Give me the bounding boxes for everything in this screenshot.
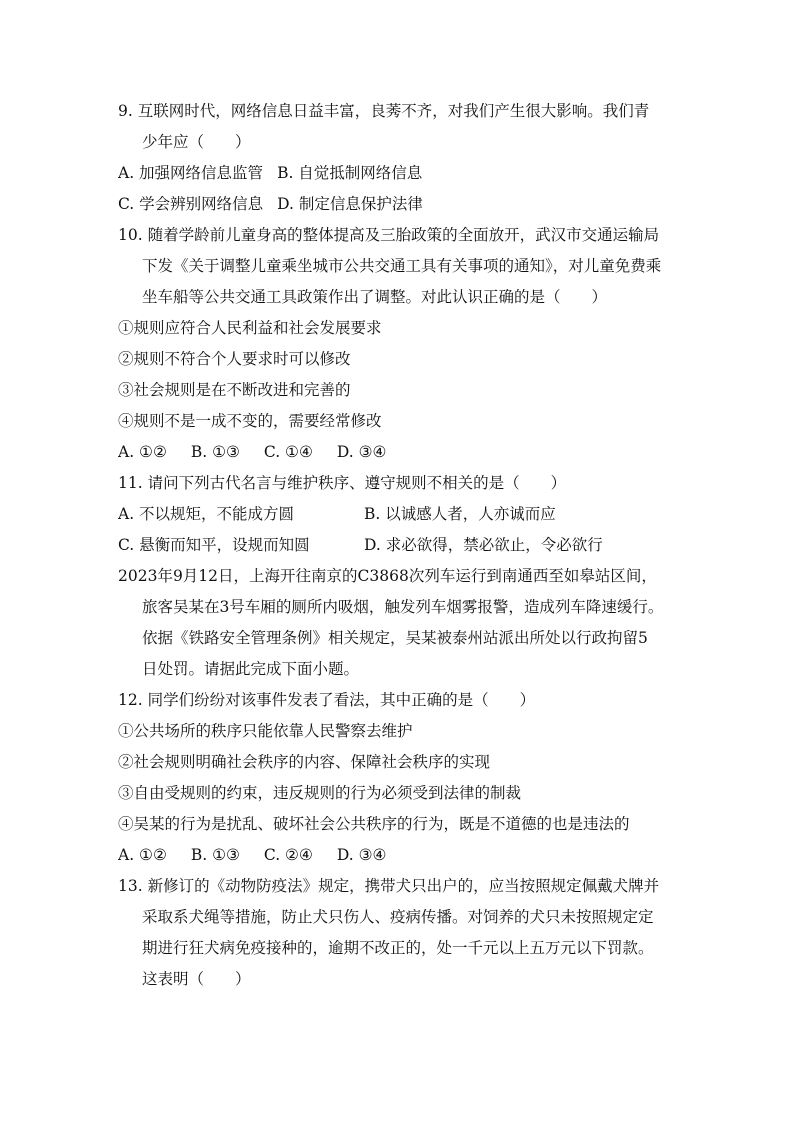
q9-options-row2 bbox=[118, 189, 678, 220]
q9-option-d: D. 制定信息保护法律 bbox=[277, 195, 423, 213]
q11-option-d: D. 求必欲得，禁必欲止，令必欲行 bbox=[364, 536, 603, 554]
passage-line3: 依据《铁路安全管理条例》相关规定，吴某被泰州站派出所处以行政拘留5 bbox=[142, 629, 648, 647]
q10-stem-line1: 10. 随着学龄前儿童身高的整体提高及三胎政策的全面放开，武汉市交通运输局 bbox=[118, 226, 660, 244]
q10-option-d: D. ③④ bbox=[336, 443, 387, 461]
q9-option-a: A. 加强网络信息监管 bbox=[118, 164, 264, 182]
q10-statement-4: ④规则不是一成不变的，需要经常修改 bbox=[118, 412, 382, 430]
q9-stem-line2: 少年应（ ） bbox=[142, 133, 251, 151]
question-content bbox=[118, 96, 678, 995]
q11-option-b: B. 以诚感人者，人亦诚而应 bbox=[364, 505, 556, 523]
q12-option-a: A. ①② bbox=[118, 846, 167, 864]
q12-statement-3: ③自由受规则的约束，违反规则的行为必须受到法律的制裁 bbox=[118, 784, 522, 802]
q10-option-c: C. ①④ bbox=[263, 443, 313, 461]
q11-options-row2 bbox=[118, 530, 678, 561]
q9-option-b: B. 自觉抵制网络信息 bbox=[277, 164, 423, 182]
q9-stem-line1: 9. 互联网时代，网络信息日益丰富，良莠不齐，对我们产生很大影响。我们青 bbox=[118, 102, 650, 120]
q13-stem-line1: 13. 新修订的《动物防疫法》规定，携带犬只出户的，应当按照规定佩戴犬牌并 bbox=[118, 877, 660, 895]
q13-stem-line3: 期进行狂犬病免疫接种的，逾期不改正的，处一千元以上五万元以下罚款。 bbox=[142, 939, 654, 957]
q10-option-b: B. ①③ bbox=[190, 443, 240, 461]
q11-options-row1 bbox=[118, 499, 678, 530]
q10-statement-2: ②规则不符合个人要求时可以修改 bbox=[118, 350, 351, 368]
q9-options-row1 bbox=[118, 158, 678, 189]
q10-option-a: A. ①② bbox=[118, 443, 167, 461]
q12-options-row bbox=[118, 840, 678, 871]
q12-stem: 12. 同学们纷纷对该事件发表了看法，其中正确的是（ ） bbox=[118, 691, 536, 709]
q12-statement-4: ④吴某的行为是扰乱、破坏社会公共秩序的行为，既是不道德的也是违法的 bbox=[118, 815, 630, 833]
q12-option-b: B. ①③ bbox=[190, 846, 240, 864]
q10-stem-line3: 坐车船等公共交通工具政策作出了调整。对此认识正确的是（ ） bbox=[142, 288, 608, 306]
passage-line1: 2023年9月12日，上海开往南京的C3868次列车运行到南通西至如皋站区间， bbox=[118, 567, 657, 585]
q11-option-c: C. 悬衡而知平，设规而知圆 bbox=[118, 536, 310, 554]
q11-option-a: A. 不以规矩，不能成方圆 bbox=[118, 505, 295, 523]
passage-line2: 旅客吴某在3号车厢的厕所内吸烟，触发列车烟雾报警，造成列车降速缓行。 bbox=[142, 598, 664, 616]
q10-statement-3: ③社会规则是在不断改进和完善的 bbox=[118, 381, 351, 399]
q12-option-d: D. ③④ bbox=[336, 846, 387, 864]
q10-statement-1: ①规则应符合人民利益和社会发展要求 bbox=[118, 319, 382, 337]
q13-stem-line2: 采取系犬绳等措施，防止犬只伤人、疫病传播。对饲养的犬只未按照规定定 bbox=[142, 908, 654, 926]
q12-statement-1: ①公共场所的秩序只能依靠人民警察去维护 bbox=[118, 722, 413, 740]
q12-option-c: C. ②④ bbox=[263, 846, 313, 864]
q12-statement-2: ②社会规则明确社会秩序的内容、保障社会秩序的实现 bbox=[118, 753, 491, 771]
q10-stem-line2: 下发《关于调整儿童乘坐城市公共交通工具有关事项的通知》，对儿童免费乘 bbox=[142, 257, 662, 275]
q10-options-row bbox=[118, 437, 678, 468]
passage-line4: 日处罚。请据此完成下面小题。 bbox=[142, 660, 360, 678]
q13-stem-line4: 这表明（ ） bbox=[142, 970, 251, 988]
q9-option-c: C. 学会辨别网络信息 bbox=[118, 195, 264, 213]
q11-stem: 11. 请问下列古代名言与维护秩序、遵守规则不相关的是（ ） bbox=[118, 474, 567, 492]
